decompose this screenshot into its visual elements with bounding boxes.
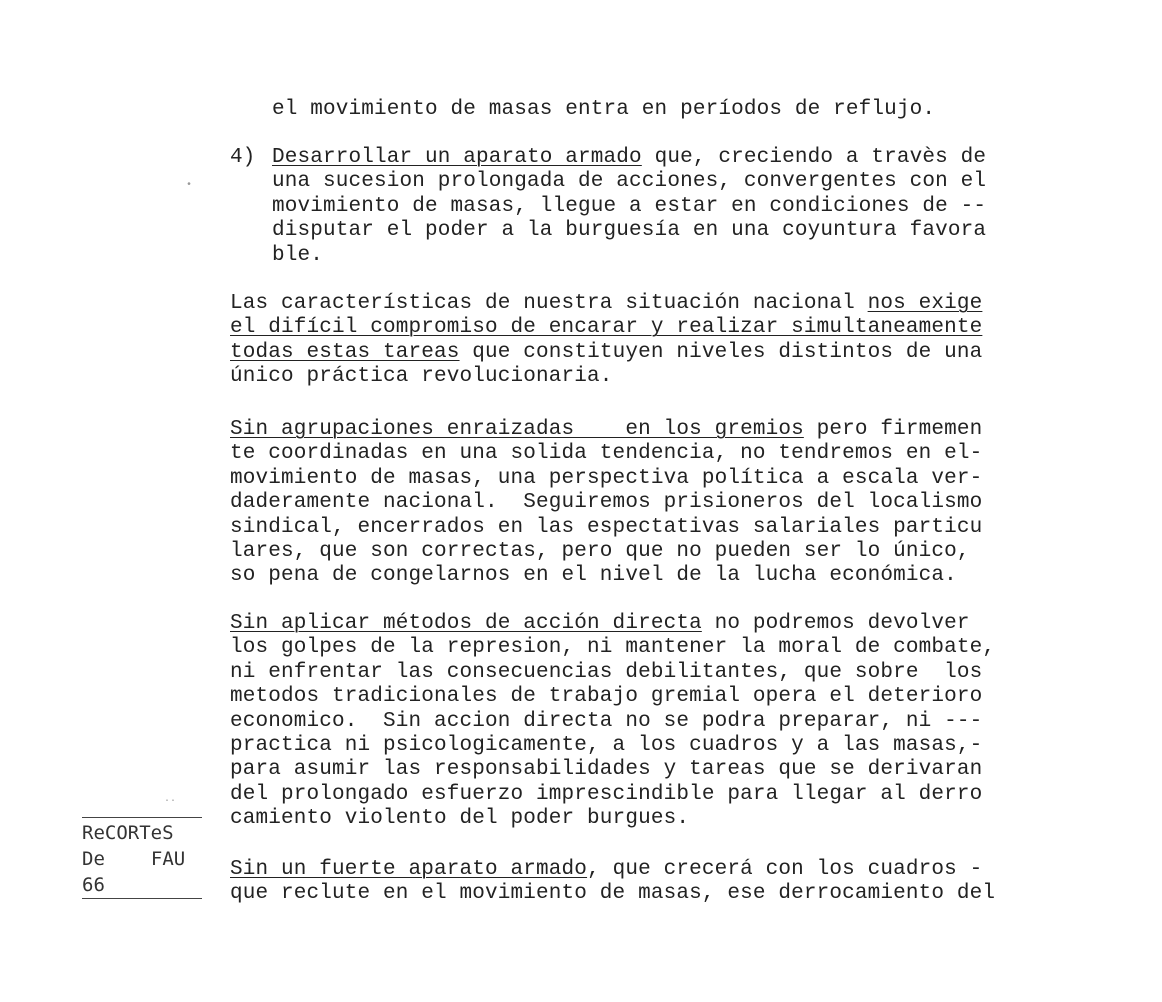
stamp-line-3: 66 bbox=[82, 874, 105, 896]
text-line: para asumir las responsabilidades y tareas que se derivaran bbox=[230, 758, 983, 782]
paragraph-1 bbox=[230, 292, 1090, 390]
text-line: daderamente nacional. Seguiremos prisioneros del localismo bbox=[230, 491, 983, 515]
paragraph-4 bbox=[230, 858, 1090, 907]
text-line: lares, que son correctas, pero que no pueden ser lo único, bbox=[230, 539, 970, 563]
text-line: el movimiento de masas entra en períodos de reflujo. bbox=[272, 98, 936, 121]
text-line bbox=[230, 341, 1090, 365]
underlined-phrase: todas estas tareas bbox=[230, 340, 460, 364]
text-line: te coordinadas en una solida tendencia, no tendremos en el- bbox=[230, 442, 983, 466]
text-line: ni enfrentar las consecuencias debilitantes, que sobre los bbox=[230, 660, 983, 684]
text-line: sindical, encerrados en las espectativas salariales particu bbox=[230, 515, 983, 539]
text-line: camiento violento del poder burgues. bbox=[230, 807, 690, 831]
text-line bbox=[230, 292, 1090, 316]
stamp-rule-bottom bbox=[82, 898, 202, 899]
stamp-rule-top bbox=[82, 817, 202, 818]
text-line bbox=[230, 316, 1090, 340]
text-fragment: que, creciendo a travès de bbox=[641, 146, 987, 169]
text-line: ble. bbox=[272, 243, 324, 267]
text-line: movimiento de masas, una perspectiva política a escala ver- bbox=[230, 466, 983, 490]
text-fragment: que constituyen niveles distintos de una bbox=[459, 340, 983, 364]
text-line: metodos tradicionales de trabajo gremial opera el deterioro bbox=[230, 685, 983, 709]
underlined-phrase: Sin agrupaciones enraizadas en los gremios bbox=[230, 418, 804, 441]
continuation-text bbox=[272, 98, 1072, 122]
underlined-phrase: Sin un fuerte aparato armado bbox=[230, 858, 588, 881]
underlined-phrase: Desarrollar un aparato armado bbox=[272, 146, 642, 169]
stamp-line-1: ReCORTeS bbox=[82, 822, 174, 844]
archive-stamp bbox=[82, 820, 204, 898]
text-fragment: no podremos devolver bbox=[701, 612, 970, 635]
list-item-number: 4) bbox=[230, 146, 256, 169]
text-line: único práctica revolucionaria. bbox=[230, 365, 613, 389]
text-line: del prolongado esfuerzo imprescindible para llegar al derro bbox=[230, 782, 983, 806]
text-line: disputar el poder a la burguesía en una coyuntura favora bbox=[272, 219, 987, 243]
list-item-4 bbox=[272, 146, 1082, 268]
text-line: una sucesion prolongada de acciones, convergentes con el bbox=[272, 170, 987, 194]
text-line bbox=[230, 612, 1090, 636]
text-line: so pena de congelarnos en el nivel de la lucha económica. bbox=[230, 564, 957, 588]
text-line: movimiento de masas, llegue a estar en condiciones de -- bbox=[272, 194, 987, 218]
stamp-text: De bbox=[82, 848, 105, 870]
paragraph-2 bbox=[230, 418, 1090, 589]
paragraph-3 bbox=[230, 612, 1090, 832]
scan-speck: • bbox=[186, 180, 193, 191]
stamp-line-2 bbox=[82, 846, 204, 872]
text-fragment: pero firmemen bbox=[803, 418, 983, 441]
underlined-phrase: nos exige bbox=[867, 292, 983, 315]
text-line: los golpes de la represion, ni mantener la moral de combate, bbox=[230, 636, 996, 660]
underlined-phrase: el difícil compromiso de encarar y realizar simultaneamente bbox=[230, 316, 983, 340]
text-line: practica ni psicologicamente, a los cuadros y a las masas,- bbox=[230, 733, 983, 757]
stamp-text: FAU bbox=[150, 848, 186, 870]
text-line: economico. Sin accion directa no se podra preparar, ni --- bbox=[230, 709, 983, 733]
scan-speck: ·· bbox=[164, 796, 177, 807]
text-fragment: Las características de nuestra situación nacional bbox=[230, 292, 868, 315]
text-fragment: , que crecerá con los cuadros - bbox=[587, 858, 983, 881]
text-line bbox=[230, 418, 1090, 442]
text-line bbox=[230, 858, 1090, 882]
underlined-phrase: Sin aplicar métodos de acción directa bbox=[230, 612, 702, 635]
text-line: que reclute en el movimiento de masas, ese derrocamiento del bbox=[230, 882, 996, 906]
text-line bbox=[272, 146, 1082, 170]
